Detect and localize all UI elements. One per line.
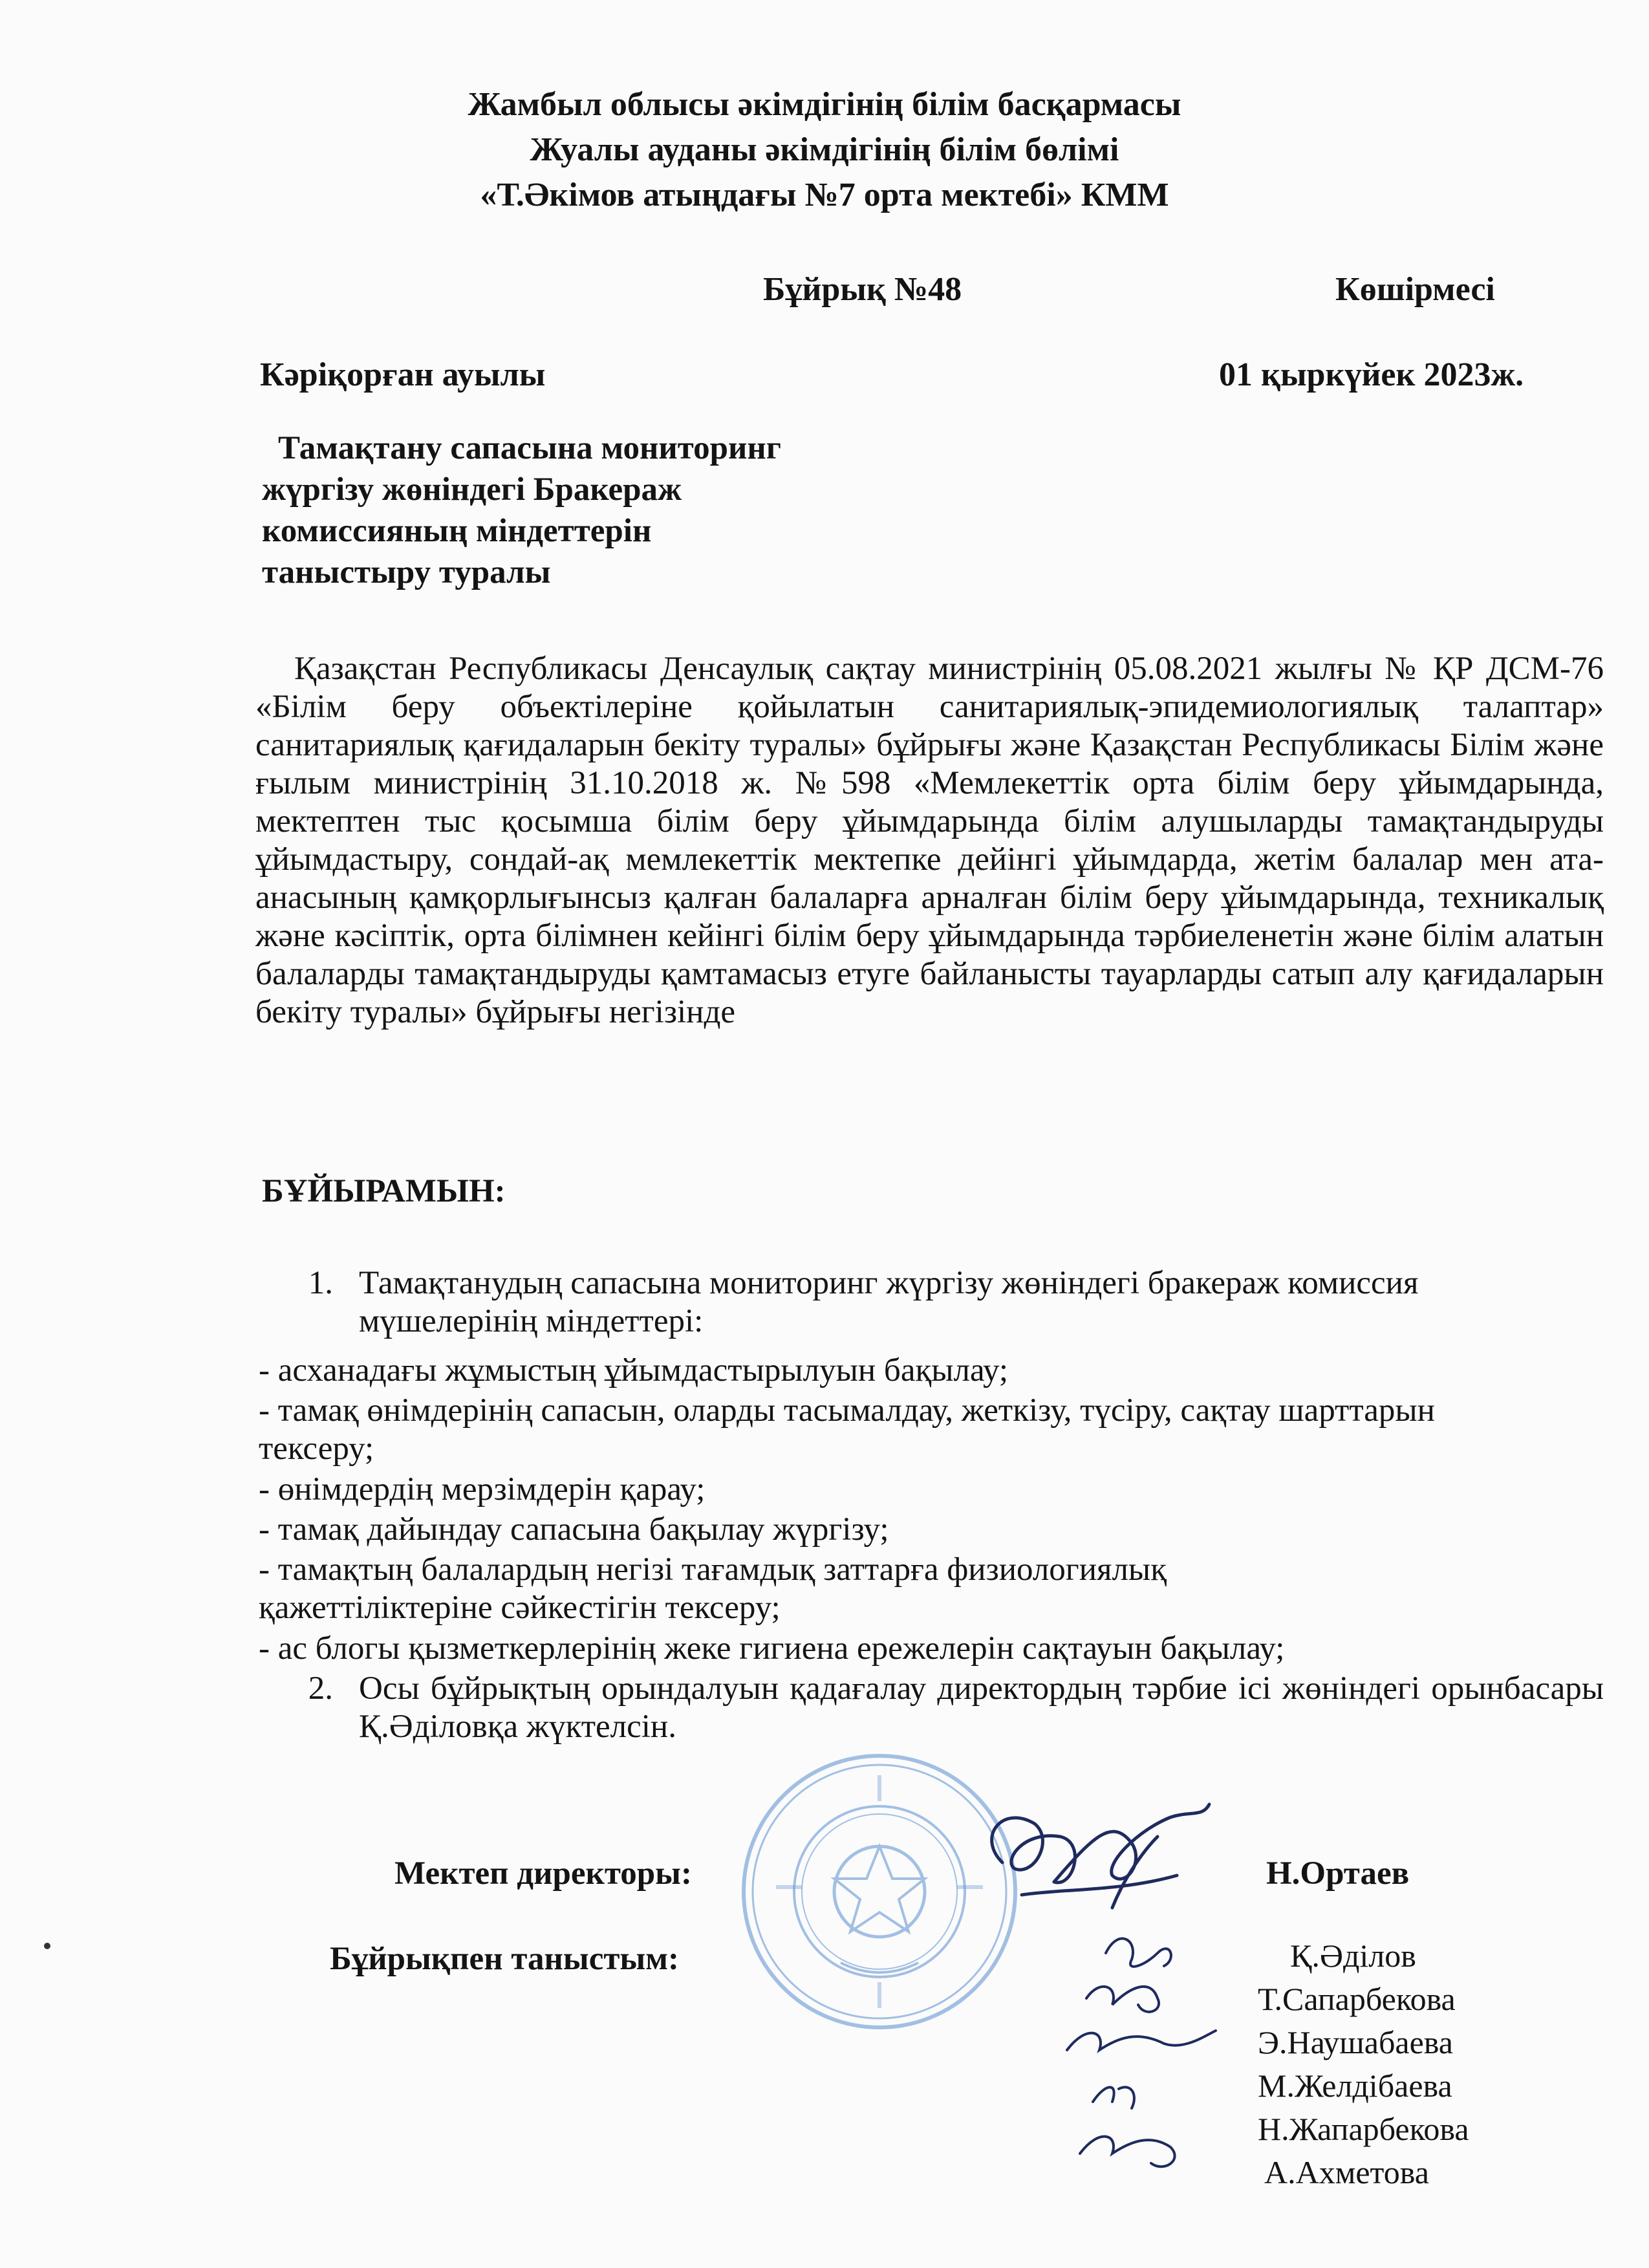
subject-line-2: жүргізу жөніндегі Бракераж	[262, 471, 682, 508]
header-line-1: Жамбыл облысы әкімдігінің білім басқармасы	[468, 86, 1181, 123]
acquainted-name-6: А.Ахметова	[1264, 2154, 1429, 2190]
duty-5: - тамақтың балалардың негізі тағамдық заттарға физиологиялық қажеттіліктеріне сәйкестігін тексеру;	[259, 1551, 1167, 1626]
item-1-number: 1.	[308, 1265, 333, 1301]
duty-3: - өнімдердің мерзімдерін қарау;	[259, 1471, 706, 1507]
header-line-2: Жуалы ауданы әкімдігінің білім бөлімі	[530, 131, 1119, 168]
acquaintance-signatures	[1009, 1914, 1255, 2186]
item-2-number: 2.	[308, 1670, 333, 1707]
header-line-3: «Т.Әкімов атыңдағы №7 орта мектебі» КММ	[480, 177, 1169, 213]
preamble-paragraph: Қазақстан Республикасы Денсаулық сақтау министрінің 05.08.2021 жылғы № ҚР ДСМ-76 «Білім беру объектілеріне қойылатын санитариялық-эпидемиологиялық талаптар» санитариялық қағидаларын бекіту туралы» бұйрығы және Қазақстан Республикасы Білім және ғылым министрінің 31.10.2018 ж. №598 «Мемлекеттік орта білім беру ұйымдарында, мектептен тыс қосымша білім беру ұйымдарында білім алушыларды тамақтандыруды ұйымдастыру, сондай-ақ мемлекеттік мектепке дейінгі ұйымдарда, жетім балалар мен ата-анасының қамқорлығынсыз қалған балаларға арналған білім беру ұйымдарында, техникалық және кәсіптік, орта білімнен кейінгі білім беру ұйымдарында тәрбиеленетін және білім алатын балаларды тамақтандыруды қамтамасыз етуге байланысты тауарларды сатып алу қағидаларын бекіту туралы» бұйрығы негізінде	[255, 651, 1604, 1030]
item-1-text: Тамақтанудың сапасына мониторинг жүргізу жөніндегі бракераж комиссия мүшелерінің міндеттері:	[359, 1265, 1419, 1339]
order-place: Кәріқорған ауылы	[260, 356, 546, 393]
director-label: Мектеп директоры:	[394, 1855, 692, 1892]
scan-dot	[44, 1943, 50, 1949]
duty-1: - асханадағы жұмыстың ұйымдастырылуын бақылау;	[259, 1352, 1009, 1388]
acquainted-label: Бұйрықпен таныстым:	[330, 1941, 679, 1977]
duty-2: - тамақ өнімдерінің сапасын, оларды тасымалдау, жеткізу, түсіру, сақтау шарттарын тексеру;	[259, 1392, 1435, 1467]
subject-line-3: комиссияның міндеттерін	[262, 513, 652, 549]
director-name: Н.Ортаев	[1266, 1855, 1410, 1892]
acquainted-name-5: Н.Жапарбекова	[1258, 2111, 1469, 2147]
duty-6: - ас блогы қызметкерлерінің жеке гигиена ережелерін сақтауын бақылау;	[259, 1630, 1285, 1667]
item-2-text: Осы бұйрықтың орындалуын қадағалау директордың тәрбие ісі жөніндегі орынбасары Қ.Әділовқа жүктелсін.	[359, 1670, 1604, 1745]
subject-line-4: таныстыру туралы	[262, 554, 551, 590]
order-date: 01 қыркүйек 2023ж.	[1219, 356, 1524, 393]
order-word: БҰЙЫРАМЫН:	[262, 1173, 506, 1209]
subject-line-1: Тамақтану сапасына мониторинг	[278, 430, 781, 466]
acquainted-name-4: М.Желдібаева	[1258, 2068, 1452, 2104]
duty-4: - тамақ дайындау сапасына бақылау жүргізу;	[259, 1511, 889, 1548]
acquainted-name-3: Э.Наушабаева	[1258, 2024, 1453, 2060]
copy-label: Көшірмесі	[1335, 271, 1495, 308]
acquainted-name-2: Т.Сапарбекова	[1258, 1981, 1456, 2017]
acquainted-name-1: Қ.Әділов	[1290, 1938, 1416, 1974]
order-number: Бұйрық №48	[763, 271, 962, 308]
